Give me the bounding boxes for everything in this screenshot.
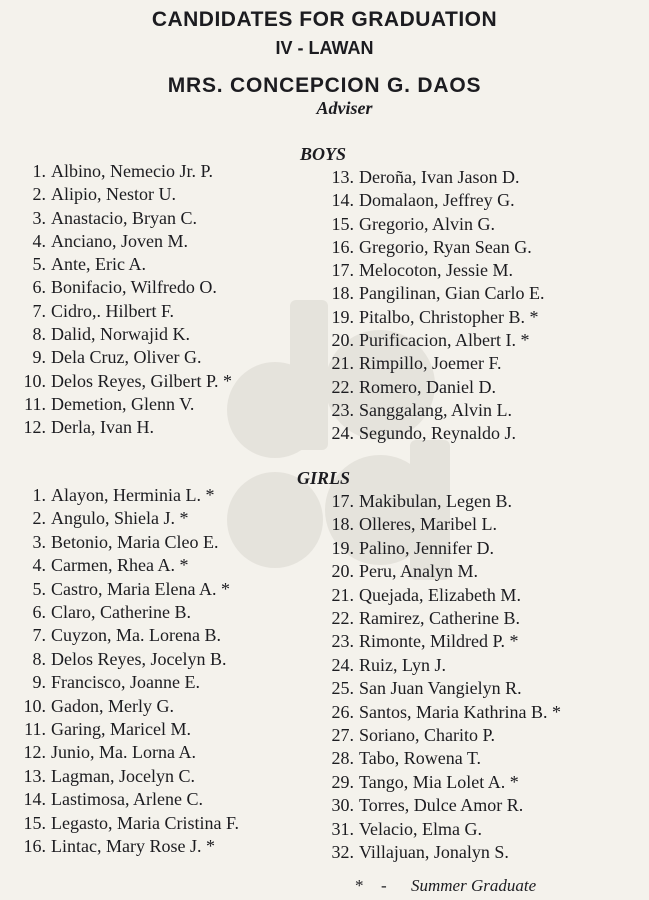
item-number: 23. bbox=[331, 399, 354, 420]
item-number: 16. bbox=[23, 836, 46, 857]
student-name: Angulo, Shiela J. * bbox=[51, 508, 189, 529]
list-item bbox=[22, 718, 239, 741]
list-item bbox=[22, 788, 239, 811]
item-number: 5. bbox=[32, 254, 46, 275]
student-name: Legasto, Maria Cristina F. bbox=[51, 812, 240, 833]
item-number: 13. bbox=[23, 765, 46, 786]
item-number: 10. bbox=[23, 370, 46, 391]
student-name: Segundo, Reynaldo J. bbox=[359, 423, 516, 444]
student-name: Melocoton, Jessie M. bbox=[359, 260, 513, 281]
student-name: Garing, Maricel M. bbox=[51, 719, 191, 740]
list-item bbox=[330, 166, 544, 189]
item-number: 8. bbox=[32, 648, 46, 669]
boys-heading: BOYS bbox=[300, 144, 347, 164]
student-name: Gregorio, Alvin G. bbox=[359, 213, 495, 234]
student-name: Castro, Maria Elena A. * bbox=[51, 578, 230, 599]
item-number: 1. bbox=[32, 485, 46, 505]
item-number: 3. bbox=[32, 531, 46, 552]
list-item bbox=[330, 771, 561, 794]
student-name: Alayon, Herminia L. * bbox=[51, 485, 215, 505]
list-item bbox=[330, 376, 544, 399]
boys-list-left bbox=[22, 160, 232, 440]
list-item bbox=[330, 513, 561, 536]
list-item bbox=[330, 654, 561, 677]
item-number: 1. bbox=[32, 161, 46, 181]
list-item bbox=[22, 648, 239, 671]
student-name: Deroña, Ivan Jason D. bbox=[359, 167, 520, 187]
list-item bbox=[330, 236, 544, 259]
student-name: Dela Cruz, Oliver G. bbox=[51, 347, 202, 368]
student-name: Ramirez, Catherine B. bbox=[359, 608, 520, 629]
girls-heading: GIRLS bbox=[297, 468, 351, 488]
student-name: Pangilinan, Gian Carlo E. bbox=[359, 283, 545, 304]
item-number: 10. bbox=[23, 695, 46, 716]
list-item bbox=[22, 507, 239, 530]
item-number: 2. bbox=[32, 184, 46, 205]
list-item bbox=[330, 630, 561, 653]
item-number: 20. bbox=[331, 561, 354, 582]
item-number: 12. bbox=[23, 417, 46, 438]
list-item bbox=[330, 259, 544, 282]
item-number: 4. bbox=[32, 555, 46, 576]
item-number: 14. bbox=[331, 190, 354, 211]
list-item bbox=[330, 422, 544, 445]
student-name: Rimonte, Mildred P. * bbox=[359, 631, 519, 652]
student-name: Torres, Dulce Amor R. bbox=[359, 795, 524, 816]
list-item bbox=[330, 213, 544, 236]
adviser-label: Adviser bbox=[316, 98, 373, 118]
list-item bbox=[22, 370, 232, 393]
student-name: Peru, Analyn M. bbox=[359, 561, 478, 582]
list-item bbox=[330, 560, 561, 583]
student-name: San Juan Vangielyn R. bbox=[359, 678, 522, 699]
student-name: Tabo, Rowena T. bbox=[359, 748, 482, 769]
student-name: Domalaon, Jeffrey G. bbox=[359, 190, 515, 211]
list-item bbox=[22, 835, 239, 858]
list-item bbox=[22, 671, 239, 694]
item-number: 6. bbox=[32, 602, 46, 623]
student-name: Carmen, Rhea A. * bbox=[51, 555, 189, 576]
item-number: 30. bbox=[331, 795, 354, 816]
student-name: Delos Reyes, Jocelyn B. bbox=[51, 648, 227, 669]
student-name: Sanggalang, Alvin L. bbox=[359, 399, 512, 420]
student-name: Francisco, Joanne E. bbox=[51, 672, 200, 693]
item-number: 19. bbox=[331, 306, 354, 327]
list-item bbox=[330, 724, 561, 747]
item-number: 7. bbox=[32, 625, 46, 646]
list-item bbox=[330, 747, 561, 770]
item-number: 31. bbox=[331, 818, 354, 839]
student-name: Pitalbo, Christopher B. * bbox=[359, 306, 539, 327]
item-number: 18. bbox=[331, 283, 354, 304]
item-number: 9. bbox=[32, 347, 46, 368]
item-number: 28. bbox=[331, 748, 354, 769]
item-number: 21. bbox=[331, 353, 354, 374]
item-number: 24. bbox=[331, 654, 354, 675]
student-name: Ante, Eric A. bbox=[51, 254, 146, 275]
list-item bbox=[330, 537, 561, 560]
student-name: Gadon, Merly G. bbox=[51, 695, 174, 716]
student-name: Olleres, Maribel L. bbox=[359, 514, 497, 535]
footnote-symbol: * bbox=[355, 876, 364, 895]
item-number: 15. bbox=[23, 812, 46, 833]
item-number: 16. bbox=[331, 236, 354, 257]
list-item bbox=[330, 189, 544, 212]
item-number: 29. bbox=[331, 771, 354, 792]
list-item bbox=[22, 346, 232, 369]
list-item bbox=[330, 794, 561, 817]
item-number: 26. bbox=[331, 701, 354, 722]
student-name: Lagman, Jocelyn C. bbox=[51, 765, 195, 786]
student-name: Purificacion, Albert I. * bbox=[359, 330, 530, 351]
girls-list-left bbox=[22, 484, 239, 859]
list-item bbox=[22, 183, 232, 206]
list-item bbox=[22, 160, 232, 183]
item-number: 14. bbox=[23, 789, 46, 810]
student-name: Makibulan, Legen B. bbox=[359, 491, 512, 511]
item-number: 18. bbox=[331, 514, 354, 535]
student-name: Demetion, Glenn V. bbox=[51, 393, 195, 414]
item-number: 6. bbox=[32, 277, 46, 298]
item-number: 5. bbox=[32, 578, 46, 599]
item-number: 25. bbox=[331, 678, 354, 699]
adviser-name: MRS. CONCEPCION G. DAOS bbox=[167, 74, 482, 97]
student-name: Cuyzon, Ma. Lorena B. bbox=[51, 625, 221, 646]
student-name: Anastacio, Bryan C. bbox=[51, 207, 197, 228]
item-number: 12. bbox=[23, 742, 46, 763]
list-item bbox=[22, 484, 239, 507]
list-item bbox=[22, 601, 239, 624]
student-name: Romero, Daniel D. bbox=[359, 376, 496, 397]
list-item bbox=[22, 531, 239, 554]
item-number: 27. bbox=[331, 725, 354, 746]
boys-list-right bbox=[330, 166, 544, 446]
item-number: 22. bbox=[331, 376, 354, 397]
item-number: 4. bbox=[32, 230, 46, 251]
class-section: IV - LAWAN bbox=[275, 38, 374, 58]
student-name: Betonio, Maria Cleo E. bbox=[51, 531, 219, 552]
student-name: Bonifacio, Wilfredo O. bbox=[51, 277, 217, 298]
item-number: 8. bbox=[32, 324, 46, 345]
item-number: 13. bbox=[331, 167, 354, 187]
item-number: 17. bbox=[331, 260, 354, 281]
list-item bbox=[22, 323, 232, 346]
list-item bbox=[330, 329, 544, 352]
student-name: Ruiz, Lyn J. bbox=[359, 654, 447, 675]
student-name: Delos Reyes, Gilbert P. * bbox=[51, 370, 232, 391]
item-number: 15. bbox=[331, 213, 354, 234]
list-item bbox=[22, 276, 232, 299]
student-name: Junio, Ma. Lorna A. bbox=[51, 742, 196, 763]
document-title: CANDIDATES FOR GRADUATION bbox=[151, 8, 498, 31]
list-item bbox=[22, 812, 239, 835]
item-number: 2. bbox=[32, 508, 46, 529]
item-number: 23. bbox=[331, 631, 354, 652]
list-item bbox=[22, 416, 232, 439]
footnote-text: Summer Graduate bbox=[411, 876, 537, 895]
item-number: 24. bbox=[331, 423, 354, 444]
student-name: Dalid, Norwajid K. bbox=[51, 324, 190, 345]
item-number: 20. bbox=[331, 330, 354, 351]
list-item bbox=[330, 607, 561, 630]
list-item bbox=[330, 490, 561, 513]
list-item bbox=[330, 282, 544, 305]
list-item bbox=[22, 230, 232, 253]
item-number: 11. bbox=[24, 719, 46, 740]
student-name: Palino, Jennifer D. bbox=[359, 537, 494, 558]
footnote-dash: - bbox=[381, 876, 387, 895]
item-number: 19. bbox=[331, 537, 354, 558]
student-name: Tango, Mia Lolet A. * bbox=[359, 771, 519, 792]
student-name: Lintac, Mary Rose J. * bbox=[51, 836, 215, 857]
item-number: 11. bbox=[24, 393, 46, 414]
list-item bbox=[22, 624, 239, 647]
list-item bbox=[22, 578, 239, 601]
item-number: 9. bbox=[32, 672, 46, 693]
list-item bbox=[330, 584, 561, 607]
student-name: Santos, Maria Kathrina B. * bbox=[359, 701, 561, 722]
item-number: 32. bbox=[331, 842, 354, 863]
list-item bbox=[22, 253, 232, 276]
list-item bbox=[22, 765, 239, 788]
list-item bbox=[330, 677, 561, 700]
item-number: 7. bbox=[32, 300, 46, 321]
list-item bbox=[22, 695, 239, 718]
item-number: 22. bbox=[331, 608, 354, 629]
student-name: Cidro,. Hilbert F. bbox=[51, 300, 175, 321]
list-item bbox=[22, 207, 232, 230]
girls-list-right bbox=[330, 490, 561, 865]
student-name: Velacio, Elma G. bbox=[359, 818, 482, 839]
list-item bbox=[330, 306, 544, 329]
list-item bbox=[330, 841, 561, 864]
student-name: Albino, Nemecio Jr. P. bbox=[51, 161, 213, 181]
item-number: 3. bbox=[32, 207, 46, 228]
list-item bbox=[330, 399, 544, 422]
list-item bbox=[22, 393, 232, 416]
list-item bbox=[330, 352, 544, 375]
student-name: Lastimosa, Arlene C. bbox=[51, 789, 203, 810]
student-name: Claro, Catherine B. bbox=[51, 602, 191, 623]
list-item bbox=[22, 554, 239, 577]
student-name: Rimpillo, Joemer F. bbox=[359, 353, 502, 374]
student-name: Soriano, Charito P. bbox=[359, 725, 496, 746]
list-item bbox=[22, 300, 232, 323]
list-item bbox=[330, 818, 561, 841]
student-name: Derla, Ivan H. bbox=[51, 417, 154, 438]
list-item bbox=[330, 701, 561, 724]
student-name: Quejada, Elizabeth M. bbox=[359, 584, 521, 605]
list-item bbox=[22, 741, 239, 764]
item-number: 17. bbox=[331, 491, 354, 511]
footnote bbox=[355, 876, 536, 896]
student-name: Villajuan, Jonalyn S. bbox=[359, 842, 509, 863]
student-name: Gregorio, Ryan Sean G. bbox=[359, 236, 532, 257]
item-number: 21. bbox=[331, 584, 354, 605]
student-name: Anciano, Joven M. bbox=[51, 230, 188, 251]
student-name: Alipio, Nestor U. bbox=[51, 184, 176, 205]
